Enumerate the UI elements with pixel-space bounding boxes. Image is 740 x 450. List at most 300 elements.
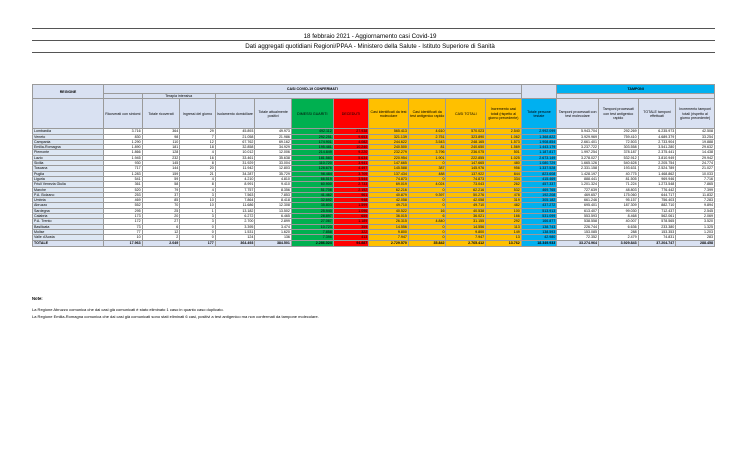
table-cell: 35.729 bbox=[255, 171, 292, 176]
col-tamponi-antigenico: Tamponi processati con test antigenico rapido bbox=[598, 99, 638, 129]
table-cell: 192.208 bbox=[521, 192, 557, 197]
table-cell: 21.058 bbox=[215, 134, 255, 139]
table-cell: 177 bbox=[180, 240, 216, 246]
table-cell: 0 bbox=[408, 187, 446, 192]
table-cell: 2.375.441 bbox=[638, 150, 676, 155]
table-cell: 322 bbox=[333, 229, 369, 234]
table-cell: 14.556 bbox=[369, 224, 409, 229]
table-cell: 147.665 bbox=[446, 161, 486, 166]
table-cell: 364 bbox=[142, 129, 180, 134]
table-cell: 882.710 bbox=[638, 203, 676, 208]
table-cell: 11.832 bbox=[676, 192, 715, 197]
region-name: Emilia-Romagna bbox=[33, 145, 104, 150]
table-cell: 35.638 bbox=[255, 155, 292, 160]
table-cell: 8.991 bbox=[215, 182, 255, 187]
table-cell: 7.398 bbox=[291, 235, 333, 240]
table-cell: 11.942 bbox=[215, 166, 255, 171]
table-cell: 10.723 bbox=[291, 224, 333, 229]
table-cell: 214.849 bbox=[291, 150, 333, 155]
table-cell: 378.187 bbox=[598, 150, 638, 155]
table-cell: 2.700 bbox=[215, 219, 255, 224]
table-cell: 552 bbox=[104, 203, 143, 208]
region-name: Calabria bbox=[33, 214, 104, 219]
title-rule bbox=[32, 40, 715, 41]
table-cell: 81 bbox=[408, 145, 446, 150]
table-cell: 29 bbox=[180, 129, 216, 134]
table-cell: 49.710 bbox=[369, 203, 409, 208]
table-cell: 830 bbox=[104, 134, 143, 139]
table-cell: 145 bbox=[142, 161, 180, 166]
table-cell: 4 bbox=[180, 176, 216, 181]
col-tamponi-molecolare: Tamponi processati con test molecolare bbox=[557, 99, 599, 129]
table-cell: 42.980 bbox=[521, 235, 557, 240]
table-cell: 95.157 bbox=[598, 198, 638, 203]
table-cell: 72.503 bbox=[598, 139, 638, 144]
table-cell: 0 bbox=[180, 229, 216, 234]
table-cell: 10.012 bbox=[215, 150, 255, 155]
table-cell: 240.650 bbox=[446, 145, 486, 150]
table-cell: 3.716 bbox=[104, 129, 143, 134]
table-cell: 541 bbox=[104, 176, 143, 181]
table-cell: 0 bbox=[408, 229, 446, 234]
region-name: Lazio bbox=[33, 155, 104, 160]
table-cell: 195.481 bbox=[291, 145, 333, 150]
table-cell: 128 bbox=[142, 150, 180, 155]
table-cell: 288.458 bbox=[676, 240, 715, 246]
table-cell: 147.665 bbox=[369, 161, 409, 166]
table-cell: 11.686 bbox=[215, 203, 255, 208]
table-cell: 79 bbox=[142, 187, 180, 192]
table-cell: 136 bbox=[255, 235, 292, 240]
table-cell: 37 bbox=[142, 192, 180, 197]
table-cell: 18.349.933 bbox=[521, 240, 557, 246]
table-cell: 31.155 bbox=[446, 219, 486, 224]
table-cell: 41.462 bbox=[291, 192, 333, 197]
table-cell: 4.610 bbox=[408, 129, 446, 134]
table-cell: 26.315 bbox=[369, 219, 409, 224]
region-name: Basilicata bbox=[33, 224, 104, 229]
table-cell: 35.803 bbox=[291, 203, 333, 208]
table-cell: 70 bbox=[142, 203, 180, 208]
table-cell: 292 bbox=[486, 219, 522, 224]
col-totale-ricoverati: Totale ricoverati bbox=[142, 99, 180, 129]
table-cell: 727.639 bbox=[557, 187, 599, 192]
table-cell: 6.465 bbox=[255, 214, 292, 219]
table-cell: 5.943.704 bbox=[557, 129, 599, 134]
table-cell: 32.692 bbox=[291, 198, 333, 203]
table-cell: 166.877 bbox=[521, 219, 557, 224]
table-cell: 8.468 bbox=[598, 214, 638, 219]
table-cell: 253 bbox=[104, 192, 143, 197]
table-cell: 72.352 bbox=[557, 235, 599, 240]
header-group-tamponi: TAMPONI bbox=[557, 85, 715, 94]
table-cell: 2.992.099 bbox=[521, 129, 557, 134]
table-cell: 0 bbox=[180, 224, 216, 229]
table-cell: 4 bbox=[180, 187, 216, 192]
table-cell: 570.023 bbox=[446, 129, 486, 134]
table-cell: 21.986 bbox=[255, 134, 292, 139]
table-cell: 1.901 bbox=[408, 155, 446, 160]
table-cell: 12.308 bbox=[255, 203, 292, 208]
table-cell: 94.887 bbox=[333, 240, 369, 246]
table-cell: 193.631 bbox=[598, 166, 638, 171]
table-cell: 930 bbox=[104, 161, 143, 166]
table-cell: 1.573 bbox=[486, 139, 522, 144]
table-cell: 6 bbox=[142, 224, 180, 229]
region-name: Molise bbox=[33, 229, 104, 234]
table-cell: 12.006 bbox=[255, 150, 292, 155]
table-cell: 1.273.548 bbox=[638, 182, 676, 187]
table-cell: 98.484 bbox=[291, 171, 333, 176]
table-cell: 1.368.822 bbox=[521, 134, 557, 139]
table-cell: 3 bbox=[180, 214, 216, 219]
table-cell: 81.505 bbox=[598, 176, 638, 181]
table-cell: 288 bbox=[598, 229, 638, 234]
col-dimessi-guariti: DIMESSI GUARITI bbox=[291, 99, 333, 129]
table-cell: 2.049 bbox=[142, 240, 180, 246]
table-cell: 1.908.854 bbox=[521, 139, 557, 144]
table-cell: 292.251 bbox=[291, 134, 333, 139]
table-total-row bbox=[33, 240, 715, 246]
table-cell: 3.278.027 bbox=[557, 155, 599, 160]
col-totale-tamponi: TOTALE tamponi effettuati bbox=[638, 99, 676, 129]
table-cell: 40.538 bbox=[446, 208, 486, 213]
col-incremento-tamponi: Incremento tamponi totali (rispetto al giorno precedente) bbox=[676, 99, 715, 129]
table-cell: 9.800 bbox=[446, 229, 486, 234]
table-cell: 1.201.324 bbox=[557, 182, 599, 187]
table-cell: 9.800 bbox=[369, 229, 409, 234]
notes-title: Note: bbox=[32, 296, 43, 301]
table-cell: 67.762 bbox=[215, 139, 255, 144]
table-cell: 1.203 bbox=[676, 229, 715, 234]
table-cell: 6.272 bbox=[215, 214, 255, 219]
table-cell: 3.520 bbox=[676, 219, 715, 224]
table-cell: 73.043 bbox=[446, 182, 486, 187]
table-cell: 16 bbox=[408, 208, 446, 213]
table-cell: 222.855 bbox=[446, 155, 486, 160]
table-cell: 60.900 bbox=[291, 182, 333, 187]
table-cell: 520 bbox=[104, 187, 143, 192]
table-cell: 1.890 bbox=[104, 145, 143, 150]
region-name: Piemonte bbox=[33, 150, 104, 155]
col-attualmente-positivi: Totale attualmente positivi bbox=[255, 99, 292, 129]
table-cell: 7.858 bbox=[291, 229, 333, 234]
table-cell: 321.139 bbox=[369, 134, 409, 139]
table-cell: 13.182 bbox=[215, 208, 255, 213]
region-name: Lombardia bbox=[33, 129, 104, 134]
table-cell: 35.842 bbox=[408, 240, 446, 246]
table-cell: 2.899 bbox=[255, 219, 292, 224]
table-cell: 1.025 bbox=[486, 155, 522, 160]
table-cell: 2.661.401 bbox=[557, 139, 599, 144]
table-cell: 2.069 bbox=[676, 214, 715, 219]
table-cell: 74.873 bbox=[369, 176, 409, 181]
table-cell: 66.519 bbox=[291, 176, 333, 181]
table-cell: 540.628 bbox=[598, 161, 638, 166]
table-cell: 7.947 bbox=[446, 235, 486, 240]
table-cell: 181.583 bbox=[291, 155, 333, 160]
table-cell: 323.890 bbox=[446, 134, 486, 139]
region-name: Liguria bbox=[33, 176, 104, 181]
table-cell: 7.853 bbox=[255, 192, 292, 197]
table-cell: 695.401 bbox=[557, 203, 599, 208]
table-cell: 1.080.729 bbox=[521, 161, 557, 166]
table-cell: 33.274.964 bbox=[557, 240, 599, 246]
table-cell: 7.947 bbox=[369, 235, 409, 240]
table-cell: 359 bbox=[333, 224, 369, 229]
region-name: P.A. Trento bbox=[33, 219, 104, 224]
table-cell: 58 bbox=[142, 182, 180, 187]
table-cell: 3.929.969 bbox=[557, 134, 599, 139]
table-cell: 36.021 bbox=[446, 214, 486, 219]
table-cell: 3.541.280 bbox=[638, 145, 676, 150]
table-cell: 5.634 bbox=[333, 155, 369, 160]
table-cell: 644.717 bbox=[638, 192, 676, 197]
table-cell: 4.689.379 bbox=[638, 134, 676, 139]
table-cell: 1.283 bbox=[104, 171, 143, 176]
table-cell: 71.224 bbox=[598, 182, 638, 187]
table-cell: 51.708 bbox=[291, 187, 333, 192]
table-cell: 69.162 bbox=[255, 139, 292, 144]
table-cell: 4.210 bbox=[215, 176, 255, 181]
table-cell: 712.437 bbox=[638, 208, 676, 213]
table-cell: 292.269 bbox=[598, 129, 638, 134]
table-cell: 2.205.754 bbox=[638, 161, 676, 166]
table-cell: 32.858 bbox=[215, 145, 255, 150]
table-cell: 469.765 bbox=[521, 187, 557, 192]
table-cell: 14.556 bbox=[446, 224, 486, 229]
col-persone-testate: Totale persone testate bbox=[521, 99, 557, 129]
table-cell: 10 bbox=[104, 235, 143, 240]
region-name: P.A. Bolzano bbox=[33, 192, 104, 197]
table-cell: 113 bbox=[486, 224, 522, 229]
table-cell: 9.397 bbox=[408, 192, 446, 197]
table-cell: 3.709 bbox=[333, 171, 369, 176]
table-cell: 469.657 bbox=[557, 192, 599, 197]
table-cell: 34.929 bbox=[255, 145, 292, 150]
table-cell: 948 bbox=[333, 198, 369, 203]
table-cell: 2.673.149 bbox=[521, 155, 557, 160]
table-cell: 3.810.949 bbox=[638, 155, 676, 160]
table-cell: 13.762 bbox=[486, 240, 522, 246]
table-cell: 480 bbox=[486, 161, 522, 166]
table-cell: 99.030 bbox=[598, 208, 638, 213]
table-cell: 2.751 bbox=[408, 134, 446, 139]
table-cell: 3 bbox=[180, 192, 216, 197]
table-cell: 236.075 bbox=[446, 150, 486, 155]
table-cell: 1.290 bbox=[104, 139, 143, 144]
table-cell: 478 bbox=[486, 192, 522, 197]
table-cell: 1.665.126 bbox=[557, 161, 599, 166]
table-cell: 77 bbox=[104, 229, 143, 234]
table-cell: 9.220 bbox=[333, 150, 369, 155]
table-cell: 27.938 bbox=[333, 129, 369, 134]
table-cell: 85 bbox=[142, 198, 180, 203]
table-cell: 124 bbox=[215, 235, 255, 240]
table-cell: 437.272 bbox=[521, 203, 557, 208]
table-cell: 40.522 bbox=[369, 208, 409, 213]
table-cell: 220.954 bbox=[369, 155, 409, 160]
region-name: Valle d'Aosta bbox=[33, 235, 104, 240]
table-cell: 4.810 bbox=[255, 176, 292, 181]
table-cell: 40.879 bbox=[369, 192, 409, 197]
table-cell: 565.413 bbox=[369, 129, 409, 134]
table-cell: 532.912 bbox=[598, 155, 638, 160]
col-casi-totali: CASI TOTALI bbox=[446, 99, 486, 129]
table-cell: 0 bbox=[408, 224, 446, 229]
table-cell: 3.544 bbox=[333, 176, 369, 181]
table-cell: 8 bbox=[180, 161, 216, 166]
table-cell: 283 bbox=[676, 235, 715, 240]
table-cell: 334 bbox=[486, 176, 522, 181]
table-cell: 0 bbox=[180, 235, 216, 240]
table-cell: 823.608 bbox=[521, 171, 557, 176]
table-cell: 27 bbox=[142, 219, 180, 224]
table-cell: 303.558 bbox=[598, 145, 638, 150]
table-cell: 100 bbox=[486, 208, 522, 213]
table-cell: 961 bbox=[333, 192, 369, 197]
table-cell: 159 bbox=[142, 171, 180, 176]
table-cell: 4 bbox=[180, 150, 216, 155]
table-cell: 174.901 bbox=[291, 139, 333, 144]
table-cell: 153.085 bbox=[557, 229, 599, 234]
table-cell: 27.067 bbox=[291, 219, 333, 224]
table-cell: 29.632 bbox=[676, 145, 715, 150]
region-name: Sardegna bbox=[33, 208, 104, 213]
table-cell: 98 bbox=[142, 134, 180, 139]
table-cell: 2.545 bbox=[676, 208, 715, 213]
col-casi-molecolare: Casi identificati da test molecolare bbox=[369, 99, 409, 129]
table-cell: 3 bbox=[180, 219, 216, 224]
header-persone-testate bbox=[521, 85, 557, 99]
region-name: Sicilia bbox=[33, 161, 104, 166]
table-cell: 661.246 bbox=[557, 198, 599, 203]
table-cell: 1.337.528 bbox=[521, 166, 557, 171]
table-cell: 7.864 bbox=[215, 198, 255, 203]
table-cell: 28.897 bbox=[291, 214, 333, 219]
top-rule bbox=[32, 28, 715, 29]
table-cell: 3.941 bbox=[333, 161, 369, 166]
table-cell: 173 bbox=[104, 214, 143, 219]
table-cell: 1.945 bbox=[104, 155, 143, 160]
table-cell: 12 bbox=[142, 229, 180, 234]
table-cell: 532 bbox=[486, 187, 522, 192]
table-cell: 40.007 bbox=[598, 219, 638, 224]
table-cell: 364.493 bbox=[215, 240, 255, 246]
table-cell: 3.796 bbox=[408, 150, 446, 155]
table-cell: 42.058 bbox=[446, 198, 486, 203]
table-cell: 34.287 bbox=[215, 171, 255, 176]
table-cell: 232 bbox=[142, 155, 180, 160]
table-cell: 69.019 bbox=[369, 182, 409, 187]
table-cell: 2.152 bbox=[333, 187, 369, 192]
table-cell: 244.622 bbox=[369, 139, 409, 144]
table-cell: 8 bbox=[180, 182, 216, 187]
table-cell: 2.331.158 bbox=[557, 166, 599, 171]
table-cell: 295 bbox=[104, 208, 143, 213]
table-cell: 14.438 bbox=[676, 150, 715, 155]
table-cell: 844 bbox=[486, 171, 522, 176]
region-name: Friuli Venezia Giulia bbox=[33, 182, 104, 187]
table-cell: 8.418 bbox=[255, 198, 292, 203]
table-cell: 10.033 bbox=[676, 171, 715, 176]
table-cell: 776.442 bbox=[638, 187, 676, 192]
col-deceduti: DECEDUTI bbox=[333, 99, 369, 129]
table-cell: 74.831 bbox=[638, 235, 676, 240]
header-regione: REGIONE bbox=[33, 85, 104, 99]
region-name: Toscana bbox=[33, 166, 104, 171]
table-cell: 3.237.722 bbox=[557, 145, 599, 150]
table-cell: 4.840 bbox=[408, 219, 446, 224]
table-cell: 1 bbox=[180, 208, 216, 213]
table-cell: 17.963 bbox=[104, 240, 143, 246]
table-cell: 1.096 bbox=[333, 208, 369, 213]
table-cell: 4.024 bbox=[408, 182, 446, 187]
table-cell: 613.407 bbox=[557, 208, 599, 213]
table-cell: 0 bbox=[408, 176, 446, 181]
table-cell: 181 bbox=[142, 145, 180, 150]
table-cell: 482 bbox=[486, 203, 522, 208]
table-cell: 50.276 bbox=[446, 192, 486, 197]
table-cell: 7.399 bbox=[676, 187, 715, 192]
table-cell: 659 bbox=[333, 214, 369, 219]
table-cell: 759.410 bbox=[598, 134, 638, 139]
table-cell: 8.356 bbox=[255, 187, 292, 192]
table-cell: 513.913 bbox=[521, 208, 557, 213]
table-cell: 110 bbox=[142, 139, 180, 144]
table-cell: 2.479 bbox=[598, 235, 638, 240]
notes-section bbox=[32, 296, 319, 321]
table-cell: 137.922 bbox=[446, 171, 486, 176]
table-cell: 49.710 bbox=[446, 203, 486, 208]
col-isolamento: Isolamento domiciliare bbox=[215, 99, 255, 129]
table-cell: 10.240 bbox=[333, 145, 369, 150]
table-cell: 1.531 bbox=[215, 229, 255, 234]
table-cell: 469 bbox=[104, 198, 143, 203]
table-cell: 73 bbox=[104, 224, 143, 229]
table-cell: 7.716 bbox=[676, 176, 715, 181]
table-cell: 1.468.862 bbox=[638, 171, 676, 176]
page-title: 18 febbraio 2021 - Aggiornamento casi Covid-19 bbox=[303, 33, 437, 40]
table-cell: 578.565 bbox=[638, 219, 676, 224]
region-name: Puglia bbox=[33, 171, 104, 176]
table-cell: 2.286.024 bbox=[291, 240, 333, 246]
table-cell: 0 bbox=[408, 161, 446, 166]
table-cell: 413 bbox=[333, 235, 369, 240]
table-cell: 3.395 bbox=[215, 224, 255, 229]
table-cell: 21 bbox=[180, 171, 216, 176]
table-cell: 1.599 bbox=[333, 203, 369, 208]
table-cell: 233.380 bbox=[638, 224, 676, 229]
table-cell: 24.774 bbox=[676, 161, 715, 166]
table-cell: 232.279 bbox=[369, 150, 409, 155]
note-line: La Regione Abruzzo comunica che dai casi già comunicati è stato eliminato 1 caso in quanto caso duplicato. bbox=[32, 307, 224, 312]
table-cell: 13.502 bbox=[255, 208, 292, 213]
table-cell: 20 bbox=[142, 214, 180, 219]
table-cell: 145.588 bbox=[369, 166, 409, 171]
table-cell: 1.189 bbox=[333, 219, 369, 224]
table-cell: 9.410 bbox=[255, 182, 292, 187]
table-cell: 501 bbox=[486, 150, 522, 155]
table-cell: 384.501 bbox=[255, 240, 292, 246]
table-cell: 1.866 bbox=[104, 150, 143, 155]
table-cell: 0 bbox=[408, 235, 446, 240]
table-cell: 21.027 bbox=[676, 166, 715, 171]
table-cell: 49.973 bbox=[255, 129, 292, 134]
table-cell: 6.636 bbox=[598, 224, 638, 229]
table-cell: 138.743 bbox=[521, 224, 557, 229]
subtitle-rule bbox=[32, 52, 715, 53]
